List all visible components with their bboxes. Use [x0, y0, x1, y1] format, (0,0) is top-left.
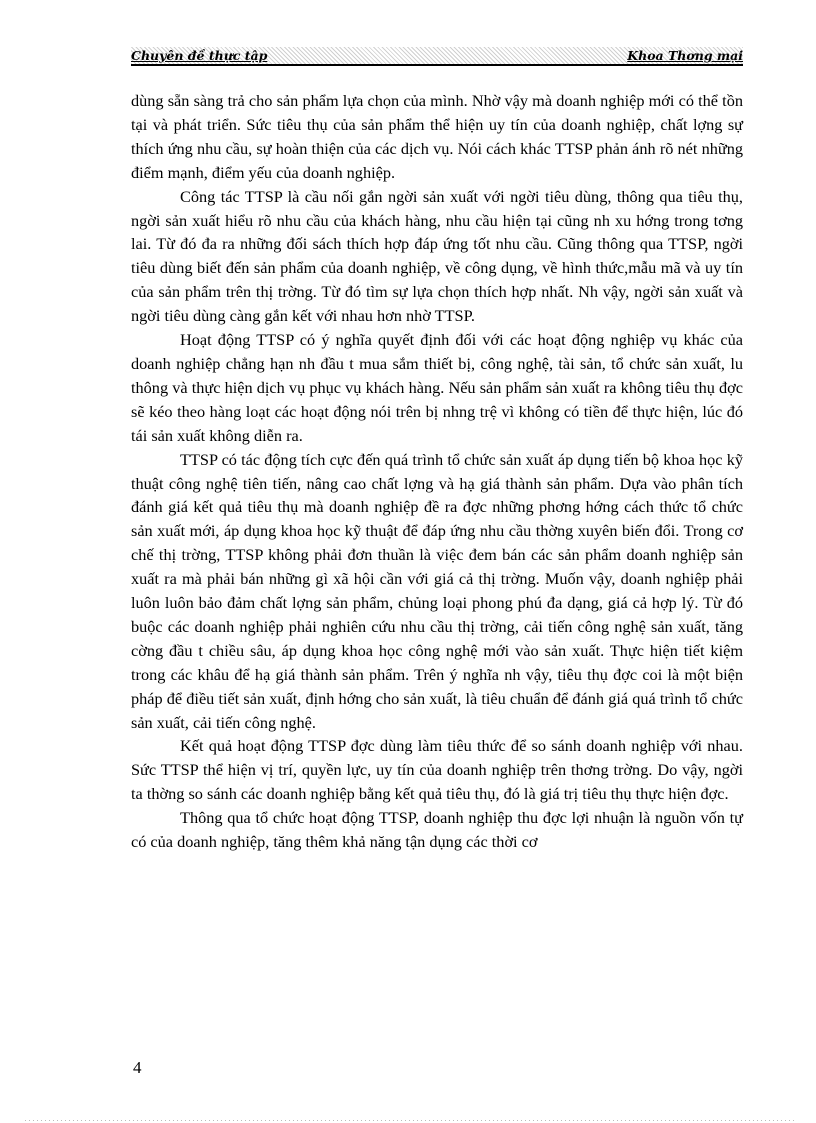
page-number: 4 [133, 1058, 142, 1077]
page-header [131, 47, 743, 66]
header-faculty-name: Khoa Thơng mại [627, 48, 743, 63]
paragraph-6: Thông qua tổ chức hoạt động TTSP, doanh nghiệp thu đợc lợi nhuận là nguồn vốn tự có của doanh nghiệp, tăng thêm khả năng tận dụng các thời cơ [131, 808, 743, 852]
paragraph-2: Công tác TTSP là cầu nối gắn ngời sản xuất với ngời tiêu dùng, thông qua tiêu thụ, ngời sản xuất hiểu rõ nhu cầu của khách hàng, nhu cầu hiện tại cũng nh xu hớng trong tơng lai. Từ đó đa ra những đối sách thích hợp đáp ứng tốt nhu cầu. Cũng thông qua TTSP, ngời tiêu dùng biết đến sản phẩm của doanh nghiệp, về công dụng, về hình thức,mẫu mã và uy tín của sản phẩm trên thị trờng. Từ đó tìm sự lựa chọn thích hợp nhất. Nh vậy, ngời sản xuất và ngời tiêu dùng càng gắn kết với nhau hơn nhờ TTSP. [131, 186, 743, 326]
header-document-title: Chuyên đề thực tập [131, 48, 268, 63]
paragraph-3: Hoạt động TTSP có ý nghĩa quyết định đối với các hoạt động nghiệp vụ khác của doanh nghiệp chẳng hạn nh đầu t mua sắm thiết bị, công nghệ, tài sản, tổ chức sản xuất, lu thông và thực hiện dịch vụ phục vụ khách hàng. Nếu sản phẩm sản xuất ra không tiêu thụ đợc sẽ kéo theo hàng loạt các hoạt động nói trên bị nhng trệ vì không có tiền để thực hiện, lúc đó tái sản xuất không diễn ra. [131, 330, 743, 445]
body-text [131, 89, 743, 854]
paragraph-5: Kết quả hoạt động TTSP đợc dùng làm tiêu thức để so sánh doanh nghiệp với nhau. Sức TTSP thể hiện vị trí, quyền lực, uy tín của doanh nghiệp trên thơng trờng. Do vậy, ngời ta thờng so sánh các doanh nghiệp bằng kết quả tiêu thụ, đó là giá trị tiêu thụ thực hiện đợc. [131, 736, 743, 804]
paragraph-4: TTSP có tác động tích cực đến quá trình tổ chức sản xuất áp dụng tiến bộ khoa học kỹ thuật công nghệ tiên tiến, nâng cao chất lợng và hạ giá thành sản phẩm. Dựa vào phân tích đánh giá kết quả tiêu thụ mà doanh nghiệp đề ra đợc những phơng hớng cách thức tổ chức sản xuất mới, áp dụng khoa học kỹ thuật để đáp ứng nhu cầu thờng xuyên biến đổi. Trong cơ chế thị trờng, TTSP không phải đơn thuần là việc đem bán các sản phẩm doanh nghiệp sản xuất ra mà phải bán những gì xã hội cần với giá cả thị trờng. Muốn vậy, doanh nghiệp phải luôn luôn bảo đảm chất lợng sản phẩm, chủng loại phong phú đa dạng, giá cả hợp lý. Từ đó buộc các doanh nghiệp phải nghiên cứu nhu cầu thị trờng, cải tiến công nghệ sản xuất, tăng cờng đầu t chiều sâu, áp dụng khoa học công nghệ mới vào sản xuất. Thực hiện tiết kiệm trong các khâu để hạ giá thành sản phẩm. Trên ý nghĩa nh vậy, tiêu thụ đợc coi là một biện pháp để điều tiết sản xuất, định hớng cho sản xuất, là tiêu chuẩn để đánh giá quá trình tổ chức sản xuất, cải tiến công nghệ. [131, 449, 743, 732]
footer-dotted-rule [25, 1120, 795, 1121]
paragraph-1: dùng sẵn sàng trả cho sản phẩm lựa chọn của mình. Nhờ vậy mà doanh nghiệp mới có thể tồn tại và phát triển. Sức tiêu thụ của sản phẩm thể hiện uy tín của doanh nghiệp, chất lợng sự thích ứng nhu cầu, sự hoàn thiện của các dịch vụ. Nói cách khác TTSP phản ánh rõ nét những điểm mạnh, điểm yếu của doanh nghiệp. [131, 91, 743, 182]
